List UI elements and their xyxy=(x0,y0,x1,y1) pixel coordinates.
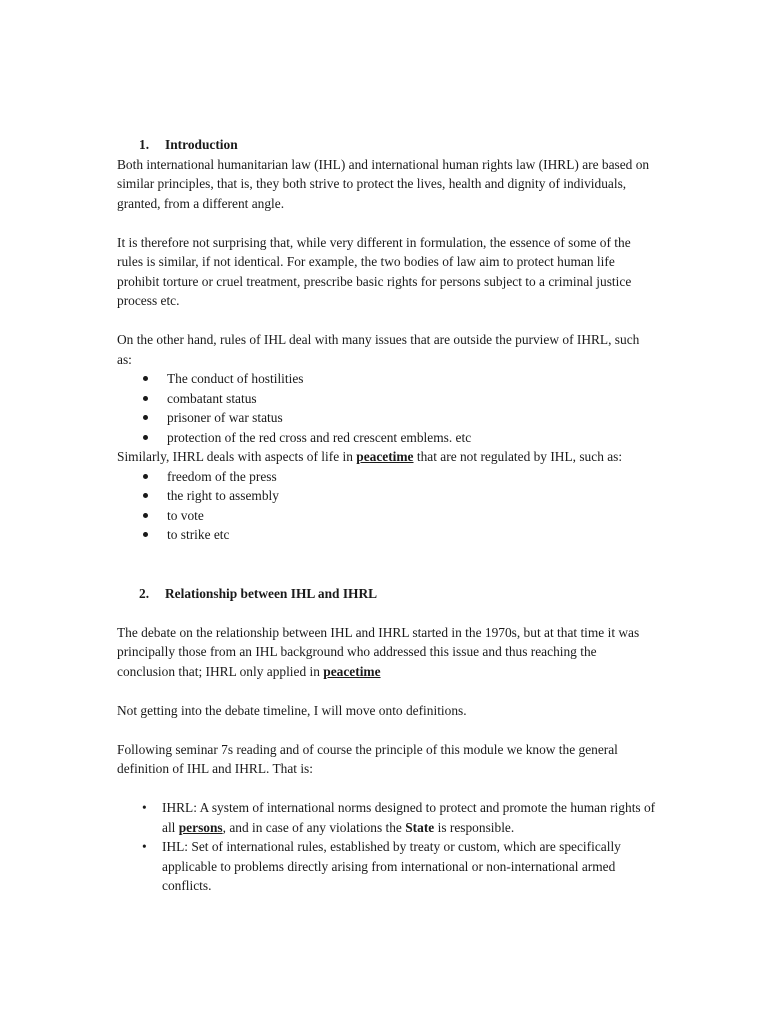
paragraph-text: The debate on the relationship between IHL and IHRL started in the 1970s, but at that time it was principally those from an IHL background who addressed this issue and thus reaching the conclusion that; IHRL only applied in xyxy=(117,624,640,679)
relationship-paragraph-3: Following seminar 7s reading and of course the principle of this module we know the general definition of IHL and IHRL. That is: xyxy=(117,741,618,776)
list-item: prisoner of war status xyxy=(117,408,657,428)
list-item: freedom of the press xyxy=(117,467,657,487)
intro-paragraph-4 xyxy=(117,447,657,467)
emphasis-peacetime: peacetime xyxy=(356,449,414,464)
section-2-heading xyxy=(139,584,657,604)
intro-paragraph-1: Both international humanitarian law (IHL) and international human rights law (IHRL) are based on similar principles, that is, they both strive to protect the lives, health and dignity of individuals, granted, from a different angle. xyxy=(117,156,650,211)
list-item: The conduct of hostilities xyxy=(117,369,657,389)
list-item: protection of the red cross and red crescent emblems. etc xyxy=(117,428,657,448)
ihl-issues-list xyxy=(117,369,657,447)
emphasis-peacetime: peacetime xyxy=(323,663,381,679)
emphasis-persons: persons xyxy=(178,819,223,835)
section-1-heading xyxy=(139,135,657,155)
section-1-title: Introduction xyxy=(165,137,238,152)
list-item: the right to assembly xyxy=(117,486,657,506)
paragraph-text: that are not regulated by IHL, such as: xyxy=(413,449,623,464)
definition-ihl: • IHL: Set of international rules, established by treaty or custom, which are specifically applicable to problems directly arising from international or non-international armed conflicts. xyxy=(117,837,657,896)
paragraph-text: IHRL: A system of international norms designed to protect and promote the human rights of all xyxy=(162,800,656,835)
section-2-title: Relationship between IHL and IHRL xyxy=(165,585,378,601)
ihrl-aspects-list xyxy=(117,467,657,545)
list-item: to vote xyxy=(117,506,657,526)
document-page xyxy=(117,135,657,896)
relationship-paragraph-1 xyxy=(117,623,657,682)
section-1-number: 1. xyxy=(139,137,150,152)
paragraph-text: , and in case of any violations the xyxy=(222,819,406,835)
relationship-paragraph-2: Not getting into the debate timeline, I will move onto definitions. xyxy=(117,702,467,718)
section-2-number: 2. xyxy=(139,585,150,601)
paragraph-text: Similarly, IHRL deals with aspects of life in xyxy=(117,449,357,464)
definitions-list xyxy=(117,798,657,896)
intro-paragraph-3: On the other hand, rules of IHL deal with many issues that are outside the purview of IHRL, such as: xyxy=(117,332,640,367)
emphasis-state: State xyxy=(405,819,435,835)
paragraph-text: is responsible. xyxy=(434,819,515,835)
list-item: combatant status xyxy=(117,389,657,409)
definition-ihrl xyxy=(117,798,657,837)
intro-paragraph-2: It is therefore not surprising that, while very different in formulation, the essence of some of the rules is similar, if not identical. For example, the two bodies of law aim to protect human life prohibit torture or cruel treatment, prescribe basic rights for persons subject to a criminal justice process etc. xyxy=(117,234,632,308)
list-item: to strike etc xyxy=(117,525,657,545)
